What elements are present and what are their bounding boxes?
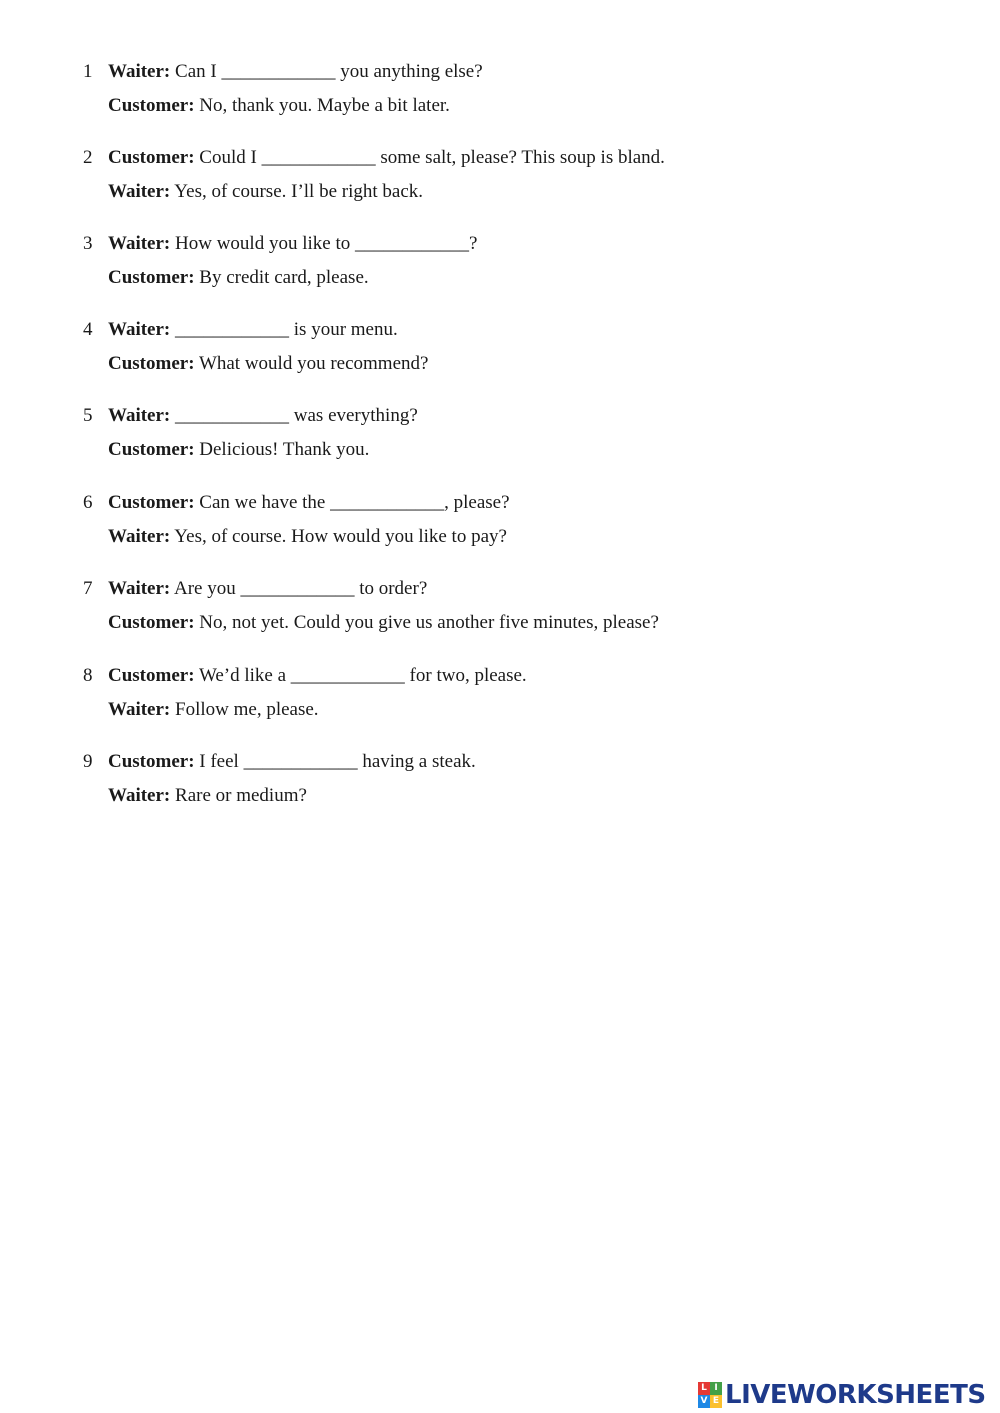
line-text: Follow me, please. <box>170 699 319 720</box>
item-number: 5 <box>83 405 93 426</box>
speaker-label: Waiter: <box>108 785 171 806</box>
speaker-label: Customer: <box>108 147 195 168</box>
liveworksheets-logo <box>698 1378 986 1412</box>
line-text-before: Are you <box>170 578 241 599</box>
speaker-label: Customer: <box>108 439 195 460</box>
line-text-after: some salt, please? This soup is bland. <box>375 147 665 168</box>
line-text: By credit card, please. <box>194 267 369 288</box>
line-text-after: is your menu. <box>289 319 398 340</box>
line-text: Yes, of course. How would you like to pay? <box>170 526 507 547</box>
logo-tile-l: L <box>698 1382 710 1395</box>
line-text-after: having a steak. <box>357 751 476 772</box>
item-number: 3 <box>83 233 93 254</box>
speaker-label: Waiter: <box>108 578 171 599</box>
line-text-before: Can I <box>170 61 222 82</box>
line-text: Delicious! Thank you. <box>194 439 370 460</box>
line-text-before: How would you like to <box>170 233 355 254</box>
speaker-label: Customer: <box>108 267 195 288</box>
speaker-label: Waiter: <box>108 405 171 426</box>
speaker-label: Customer: <box>108 612 195 633</box>
answer-blank[interactable]: ____________ <box>175 319 290 340</box>
liveworksheets-logo-icon <box>698 1382 722 1408</box>
dialogue-line-2 <box>108 785 307 807</box>
dialogue-line-2 <box>108 181 423 203</box>
speaker-label: Waiter: <box>108 319 171 340</box>
speaker-label: Customer: <box>108 95 195 116</box>
dialogue-line-2 <box>108 353 428 375</box>
item-number: 1 <box>83 61 93 82</box>
dialogue-line-1 <box>108 665 527 687</box>
line-text-after: was everything? <box>289 405 418 426</box>
item-number: 6 <box>83 492 93 513</box>
line-text: Rare or medium? <box>170 785 307 806</box>
speaker-label: Waiter: <box>108 61 171 82</box>
item-number: 2 <box>83 147 93 168</box>
answer-blank[interactable]: ____________ <box>175 405 290 426</box>
dialogue-line-2 <box>108 267 369 289</box>
speaker-label: Customer: <box>108 353 195 374</box>
dialogue-line-1 <box>108 578 427 600</box>
dialogue-line-2 <box>108 699 319 721</box>
line-text-after: , please? <box>444 492 510 513</box>
line-text: Yes, of course. I’ll be right back. <box>170 181 424 202</box>
speaker-label: Waiter: <box>108 233 171 254</box>
answer-blank[interactable]: ____________ <box>354 233 469 254</box>
line-text-after: to order? <box>354 578 428 599</box>
dialogue-line-1 <box>108 405 418 427</box>
answer-blank[interactable]: ____________ <box>221 61 336 82</box>
dialogue-line-1 <box>108 233 477 255</box>
line-text: No, not yet. Could you give us another five minutes, please? <box>194 612 659 633</box>
line-text-after: ? <box>468 233 478 254</box>
line-text-before: We’d like a <box>194 665 291 686</box>
logo-tile-i: I <box>710 1382 722 1395</box>
item-number: 9 <box>83 751 93 772</box>
speaker-label: Customer: <box>108 665 195 686</box>
line-text-before: Could I <box>194 147 262 168</box>
dialogue-line-2 <box>108 95 450 117</box>
dialogue-line-1 <box>108 492 510 514</box>
dialogue-line-1 <box>108 147 665 169</box>
speaker-label: Customer: <box>108 492 195 513</box>
speaker-label: Customer: <box>108 751 195 772</box>
speaker-label: Waiter: <box>108 181 171 202</box>
item-number: 7 <box>83 578 93 599</box>
speaker-label: Waiter: <box>108 699 171 720</box>
speaker-label: Waiter: <box>108 526 171 547</box>
dialogue-line-2 <box>108 526 507 548</box>
line-text: No, thank you. Maybe a bit later. <box>194 95 450 116</box>
answer-blank[interactable]: ____________ <box>261 147 376 168</box>
item-number: 4 <box>83 319 93 340</box>
line-text-after: for two, please. <box>404 665 527 686</box>
dialogue-line-1 <box>108 319 398 341</box>
answer-blank[interactable]: ____________ <box>330 492 445 513</box>
dialogue-line-1 <box>108 751 476 773</box>
logo-tile-v: V <box>698 1395 710 1408</box>
answer-blank[interactable]: ____________ <box>243 751 358 772</box>
logo-tile-e: E <box>710 1395 722 1408</box>
line-text-after: you anything else? <box>335 61 483 82</box>
item-number: 8 <box>83 665 93 686</box>
line-text-before: Can we have the <box>194 492 331 513</box>
answer-blank[interactable]: ____________ <box>240 578 355 599</box>
dialogue-line-2 <box>108 612 659 634</box>
logo-text: LIVEWORKSHEETS <box>725 1380 986 1410</box>
line-text: What would you recommend? <box>194 353 429 374</box>
answer-blank[interactable]: ____________ <box>290 665 405 686</box>
dialogue-line-2 <box>108 439 369 461</box>
dialogue-line-1 <box>108 61 483 83</box>
line-text-before: I feel <box>194 751 244 772</box>
